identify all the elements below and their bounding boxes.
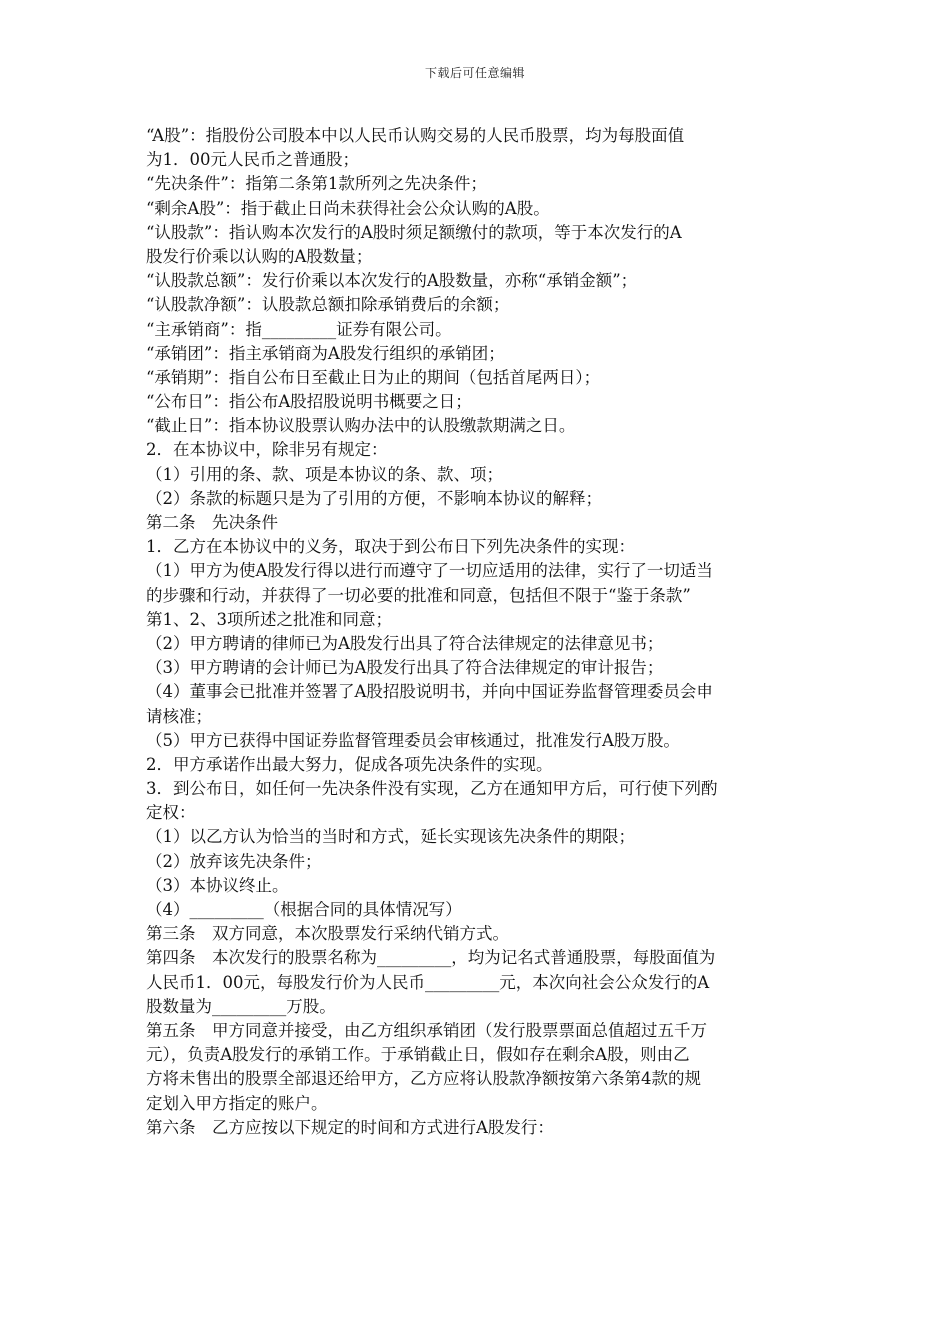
text-line: 人民币1．00元，每股发行价为人民币_________元，本次向社会公众发行的A — [146, 972, 710, 992]
text-line: “认股款”：指认购本次发行的A股时须足额缴付的款项，等于本次发行的A — [146, 222, 682, 242]
text-line: 3．到公布日，如任何一先决条件没有实现，乙方在通知甲方后，可行使下列酌 — [146, 779, 718, 799]
text-line: 股发行价乘以认购的A股数量； — [146, 246, 373, 266]
text-line: （4）董事会已批准并签署了A股招股说明书，并向中国证券监督管理委员会申 — [146, 682, 713, 702]
text-line: （1）引用的条、款、项是本协议的条、款、项； — [146, 464, 503, 484]
text-line: “截止日”：指本协议股票认购办法中的认股缴款期满之日。 — [146, 416, 576, 436]
text-line: “主承销商”：指_________证券有限公司。 — [146, 319, 452, 339]
text-line: （5）甲方已获得中国证券监督管理委员会审核通过，批准发行A股万股。 — [146, 730, 680, 750]
text-line: “剩余A股”：指于截止日尚未获得社会公众认购的A股。 — [146, 198, 550, 218]
text-line: （1）以乙方认为恰当的当时和方式，延长实现该先决条件的期限； — [146, 827, 635, 847]
text-line: “承销期”：指自公布日至截止日为止的期间（包括首尾两日）； — [146, 367, 601, 387]
text-line: 方将未售出的股票全部退还给甲方，乙方应将认股款净额按第六条第4款的规 — [146, 1069, 701, 1089]
page-header: 下载后可任意编辑 — [424, 66, 525, 80]
text-line: 第六条 乙方应按以下规定的时间和方式进行A股发行： — [146, 1117, 554, 1137]
text-line: （3）甲方聘请的会计师已为A股发行出具了符合法律规定的审计报告； — [146, 658, 664, 678]
text-line: 2．甲方承诺作出最大努力，促成各项先决条件的实现。 — [146, 754, 553, 774]
text-line: （3）本协议终止。 — [146, 875, 289, 895]
text-line: 的步骤和行动，并获得了一切必要的批准和同意，包括但不限于“鉴于条款” — [146, 585, 691, 605]
text-line: 1．乙方在本协议中的义务，取决于到公布日下列先决条件的实现： — [146, 537, 635, 557]
text-line: “认股款净额”：认股款总额扣除承销费后的余额； — [146, 295, 510, 315]
text-line: 为1．00元人民币之普通股； — [146, 150, 359, 170]
text-line: 第三条 双方同意，本次股票发行采纳代销方式。 — [146, 924, 509, 944]
text-line: 第二条 先决条件 — [146, 513, 278, 532]
text-line: “先决条件”：指第二条第1款所列之先决条件； — [146, 174, 487, 194]
text-line: “认股款总额”：发行价乘以本次发行的A股数量，亦称“承销金额”； — [146, 271, 638, 291]
text-line: 定权： — [146, 803, 196, 823]
text-line: 股数量为_________万股。 — [146, 996, 336, 1016]
text-line: （2）甲方聘请的律师已为A股发行出具了符合法律规定的法律意见书； — [146, 633, 664, 653]
text-line: “A股”：指股份公司股本中以人民币认购交易的人民币股票，均为每股面值 — [146, 126, 685, 145]
text-line: “承销团”：指主承销商为A股发行组织的承销团； — [146, 343, 505, 363]
text-line: （2）放弃该先决条件； — [146, 851, 322, 871]
text-line: 元），负责A股发行的承销工作。于承销截止日，假如存在剩余A股，则由乙 — [146, 1045, 690, 1065]
text-line: 请核准； — [146, 706, 212, 726]
text-line: “公布日”：指公布A股招股说明书概要之日； — [146, 392, 472, 412]
text-line: 第四条 本次发行的股票名称为_________，均为记名式普通股票，每股面值为 — [146, 948, 716, 968]
text-line: 第1、2、3项所述之批准和同意； — [146, 609, 392, 629]
text-line: （1）甲方为使A股发行得以进行而遵守了一切应适用的法律，实行了一切适当 — [146, 561, 713, 581]
text-line: （2）条款的标题只是为了引用的方便，不影响本协议的解释； — [146, 488, 602, 508]
document-body — [146, 124, 810, 1140]
text-line: 定划入甲方指定的账户。 — [146, 1093, 328, 1113]
text-line: 第五条 甲方同意并接受，由乙方组织承销团（发行股票票面总值超过五千万 — [146, 1020, 707, 1040]
text-line: 2．在本协议中，除非另有规定： — [146, 440, 388, 460]
text-line: （4）_________（根据合同的具体情况写） — [146, 900, 462, 919]
